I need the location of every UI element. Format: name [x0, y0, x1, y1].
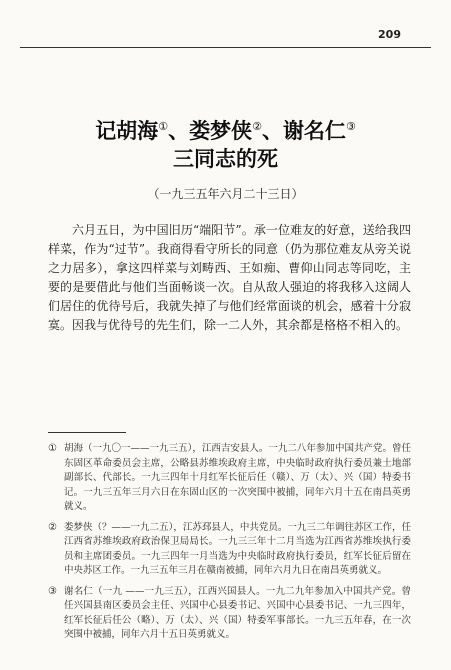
- footnote-mark: ①: [48, 443, 57, 454]
- title-name-3: 谢名仁: [282, 119, 346, 143]
- date-line: （一九三五年六月二十三日）: [147, 187, 304, 201]
- footnote-text: 谢名仁（一九 ——一九三五），江西兴国县人。一九二九年参加入中国共产党。曾任兴国县南区委员会主任、兴国中心县委书记、兴国中心县委书记、一九三四年，红军长征后任公（略）、万（太）、兴（国）特委军事部长。一九三五年春，在一次突围中被捕，同年六月十五日英勇就义。: [64, 585, 411, 640]
- title-line-2: 三同志的死: [173, 147, 278, 171]
- title-name-1: 记胡海: [95, 119, 159, 143]
- title-separator-1: 、: [168, 119, 190, 143]
- title-name-2: 娄梦侠: [189, 119, 253, 143]
- footnote-item: [48, 521, 411, 579]
- footnote-text: 胡海（一九〇一——一九三五），江西吉安县人。一九二八年参加中国共产党。曾任东固区革命委员会主席，公略县苏维埃政府主席，中央临时政府执行委员兼土地部副部长、代部长。一九三四年十月红军长征后任（赣）、万（太）、兴（国）特委书记。一九三五年三月六日在东固山区的一次突围中被捕，同年六月十五在南昌英勇就义。: [64, 443, 411, 512]
- title-separator-2: 、: [261, 119, 283, 143]
- body-paragraph: 六月五日，为中国旧历“端阳节”。承一位难友的好意，送给我四样菜，作为“过节”。我商得看守所长的同意（仍为那位难友从旁关说之力居多），拿这四样菜与刘畴西、王如痴、曹仰山同志等同吃，主要的是要借此与他们当面畅谈一次。自从敌人强迫的将我移入这阔人们居住的优待号后，我就失掉了与他们经常面谈的机会，感着十分寂寞。因我与优待号的先生们，除一二人外，其余都是格格不相入的。: [48, 223, 411, 332]
- header-rule: [20, 47, 431, 48]
- title-footnote-mark-1: ①: [158, 120, 169, 133]
- title-line-1: [30, 113, 421, 145]
- page-number: 209: [378, 28, 401, 41]
- page-title: [30, 113, 421, 173]
- footnote-item: [48, 585, 411, 643]
- title-footnote-mark-2: ②: [252, 120, 262, 133]
- footnotes: [48, 442, 411, 649]
- footnote-mark: ②: [48, 521, 57, 533]
- footnote-rule: [48, 432, 126, 433]
- footnote-text: 娄梦侠（？——一九二五），江苏邳县人，中共党员。一九三二年调往苏区工作，任江西省苏维埃政府政治保卫局局长。一九三三年十二月当选为江西省苏维埃执行委员和主席团委员。一九三四年一月当选为中央临时政府执行委员，红军长征后留在中央苏区工作。一九三五年三月在赣南被捕，同年六月九日在南昌英勇就义。: [64, 521, 411, 576]
- footnote-mark: ③: [48, 585, 57, 597]
- footnote-item: [48, 442, 411, 515]
- title-footnote-mark-3: ③: [345, 120, 356, 133]
